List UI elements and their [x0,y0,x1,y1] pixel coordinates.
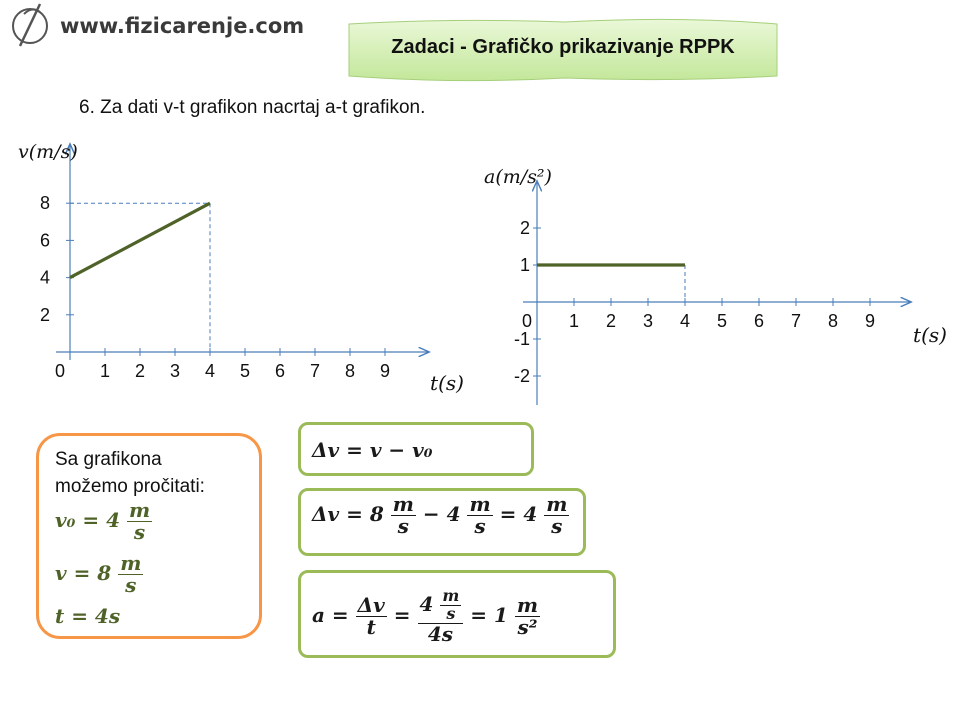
page-title: Zadaci - Grafičko prikazivanje RPPK [391,36,735,58]
x-tick-label: 0 [54,361,66,381]
x-tick-label: 1 [568,311,580,331]
equation-acceleration: a = $\frac{\Delta v}{t}$ = 4 $\frac{m}{s}$ 4s = 1 $\frac{m}{\text{s²}}$ [312,586,539,646]
y-tick-label: 2 [39,304,50,325]
y-axis-label: a(m/s²) [484,166,552,188]
equation-delta-v-values: Δv = 8 $\frac{m}{s}$ − 4 $\frac{m}{s}$ = 4 $\frac{m}{s}$ [312,492,568,538]
x-tick-label: 7 [309,361,321,381]
x-tick-label: 4 [204,361,216,381]
x-tick-label: 6 [753,311,765,331]
x-tick-label: 0 [521,311,533,331]
x-axis-label: t(s) [430,371,464,395]
x-tick-label: 9 [379,361,391,381]
x-tick-label: 2 [605,311,617,331]
note-line2: možemo pročitati: [55,476,205,497]
task-text: 6. Za dati v-t grafikon nacrtaj a-t grafikon. [79,97,426,118]
given-v0: v₀ = 4 $\frac{m}{s}$ [55,498,151,544]
x-tick-label: 5 [716,311,728,331]
x-tick-label: 1 [99,361,111,381]
x-tick-label: 2 [134,361,146,381]
x-tick-label: 8 [827,311,839,331]
x-tick-label: 8 [344,361,356,381]
y-tick-label: 1 [519,255,530,275]
x-tick-label: 7 [790,311,802,331]
logo-text: www.fizicarenje.com [60,14,305,38]
x-tick-label: 5 [239,361,251,381]
x-tick-label: 4 [679,311,691,331]
at-chart [484,166,947,405]
x-tick-label: 9 [864,311,876,331]
y-axis-label: v(m/s) [18,141,78,163]
x-axis-label: t(s) [913,323,947,347]
given-v: v = 8 $\frac{m}{s}$ [55,551,142,597]
note-line1: Sa grafikona [55,449,162,470]
y-tick-label: -1 [513,329,530,349]
given-t: t = 4s [55,604,121,628]
x-tick-label: 6 [274,361,286,381]
x-tick-label: 3 [642,311,654,331]
y-tick-label: -2 [513,366,530,386]
vt-chart [18,141,464,395]
y-tick-label: 8 [39,193,50,214]
y-tick-label: 6 [39,230,50,251]
series-line [70,203,210,277]
x-tick-label: 3 [169,361,181,381]
y-tick-label: 4 [39,267,50,288]
y-tick-label: 2 [519,218,530,238]
equation-delta-v: Δv = v − v₀ [312,438,433,462]
